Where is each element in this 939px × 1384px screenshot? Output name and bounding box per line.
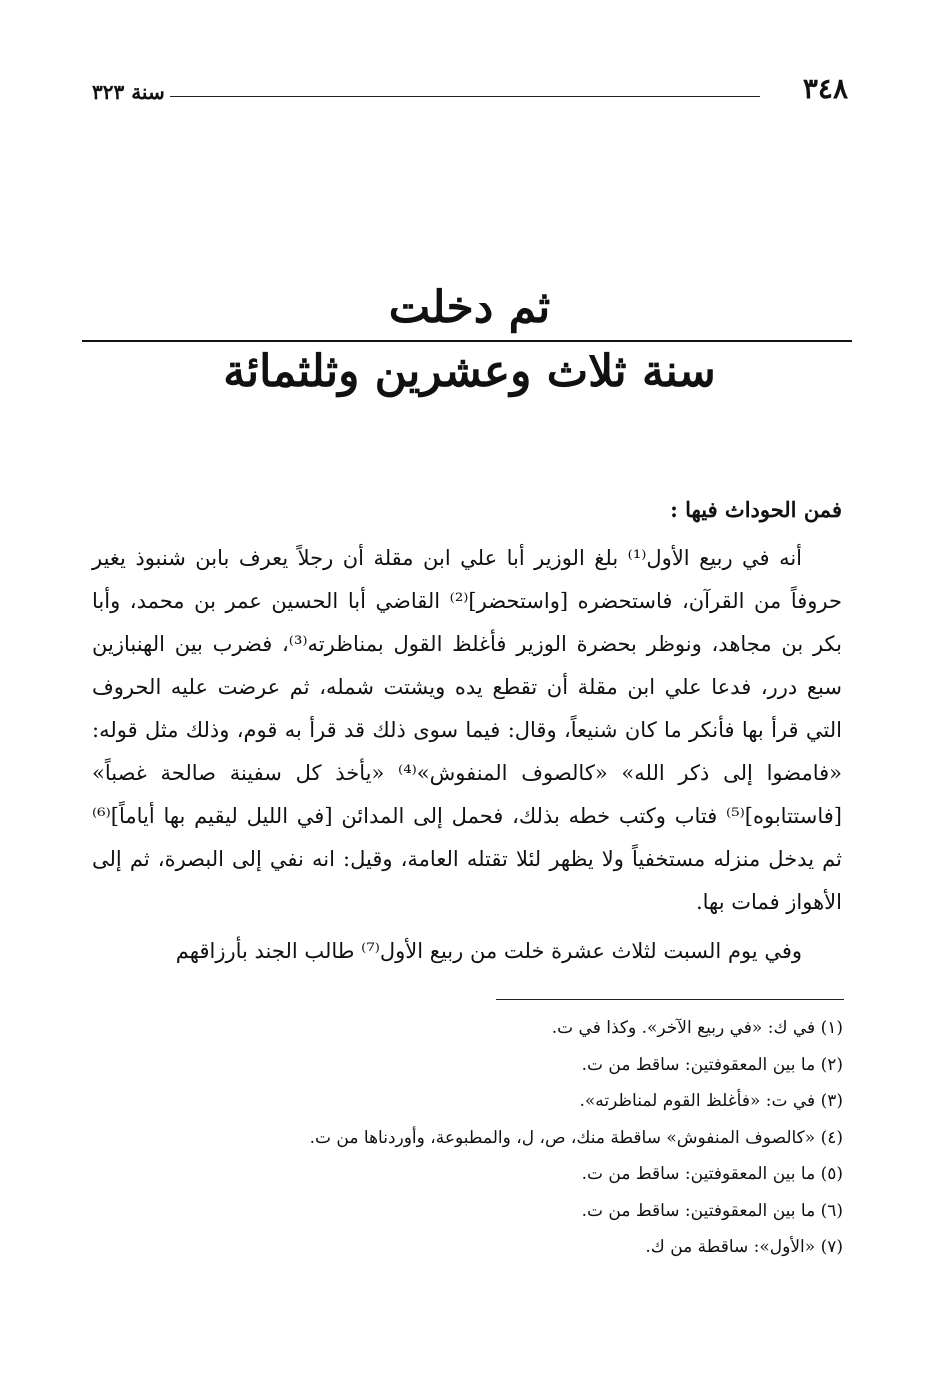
footnote: (٥) ما بين المعقوفتين: ساقط من ت. bbox=[581, 1164, 843, 1184]
footnotes bbox=[83, 1010, 843, 1266]
running-head: سنة ٣٢٣ bbox=[92, 80, 165, 104]
page-number: ٣٤٨ bbox=[802, 72, 848, 105]
section-subheading: فمن الحوداث فيها : bbox=[670, 497, 842, 522]
header-rule bbox=[170, 96, 760, 97]
footnote: (٢) ما بين المعقوفتين: ساقط من ت. bbox=[581, 1054, 843, 1075]
footnote: (٤) «كالصوف المنفوش» ساقطة منك، ص، ل، والمطبوعة، وأوردناها من ت. bbox=[309, 1127, 843, 1148]
page-header bbox=[92, 72, 848, 112]
chapter-title-line2: سنة ثلاث وعشرين وثلثمائة bbox=[223, 346, 716, 397]
chapter-title-line1: ثم دخلت bbox=[388, 282, 551, 333]
paragraph: وفي يوم السبت لثلاث عشرة خلت من ربيع الأول⁽⁷⁾ طالب الجند بأرزاقهم bbox=[175, 939, 802, 963]
footnote: (٣) في ت: «فأغلظ القوم لمناظرته». bbox=[579, 1091, 843, 1111]
paragraph: أنه في ربيع الأول⁽¹⁾ بلغ الوزير أبا علي ابن مقلة أن رجلاً يعرف بابن شنبوذ يغير حروفاً من القرآن، فاستحضره [واستحضر]⁽²⁾ القاضي أبا الحسين عمر بن محمد، وأبا بكر بن مجاهد، ونوظر بحضرة الوزير فأغلظ القول بمناظرته⁽³⁾، فضرب بين الهنبازين سبع درر، فدعا علي ابن مقلة أن تقطع يده ويشتت شمله، ثم عرضت عليه الحروف التي قرأ بها فأنكر ما كان شنيعاً، وقال: فيما سوى ذلك قد قرأ به قوم، وذلك مثل قوله: «فامضوا إلى ذكر الله» «كالصوف المنفوش»⁽⁴⁾ «يأخذ كل سفينة صالحة غصباً» [فاستتابوه]⁽⁵⁾ فتاب وكتب خطه بذلك، فحمل إلى المدائن [في الليل ليقيم بها أياماً]⁽⁶⁾ ثم يدخل منزله مستخفياً ولا يظهر لئلا تقتله العامة، وقيل: انه نفي إلى البصرة، ثم إلى الأهواز فمات بها. bbox=[92, 546, 843, 914]
footnote: (١) في ك: «في ربيع الآخر». وكذا في ت. bbox=[551, 1018, 843, 1038]
main-text bbox=[92, 488, 842, 973]
footnote: (٧) «الأول»: ساقطة من ك. bbox=[645, 1237, 843, 1257]
footnote-divider bbox=[496, 999, 844, 1000]
footnote: (٦) ما بين المعقوفتين: ساقط من ت. bbox=[581, 1200, 843, 1221]
